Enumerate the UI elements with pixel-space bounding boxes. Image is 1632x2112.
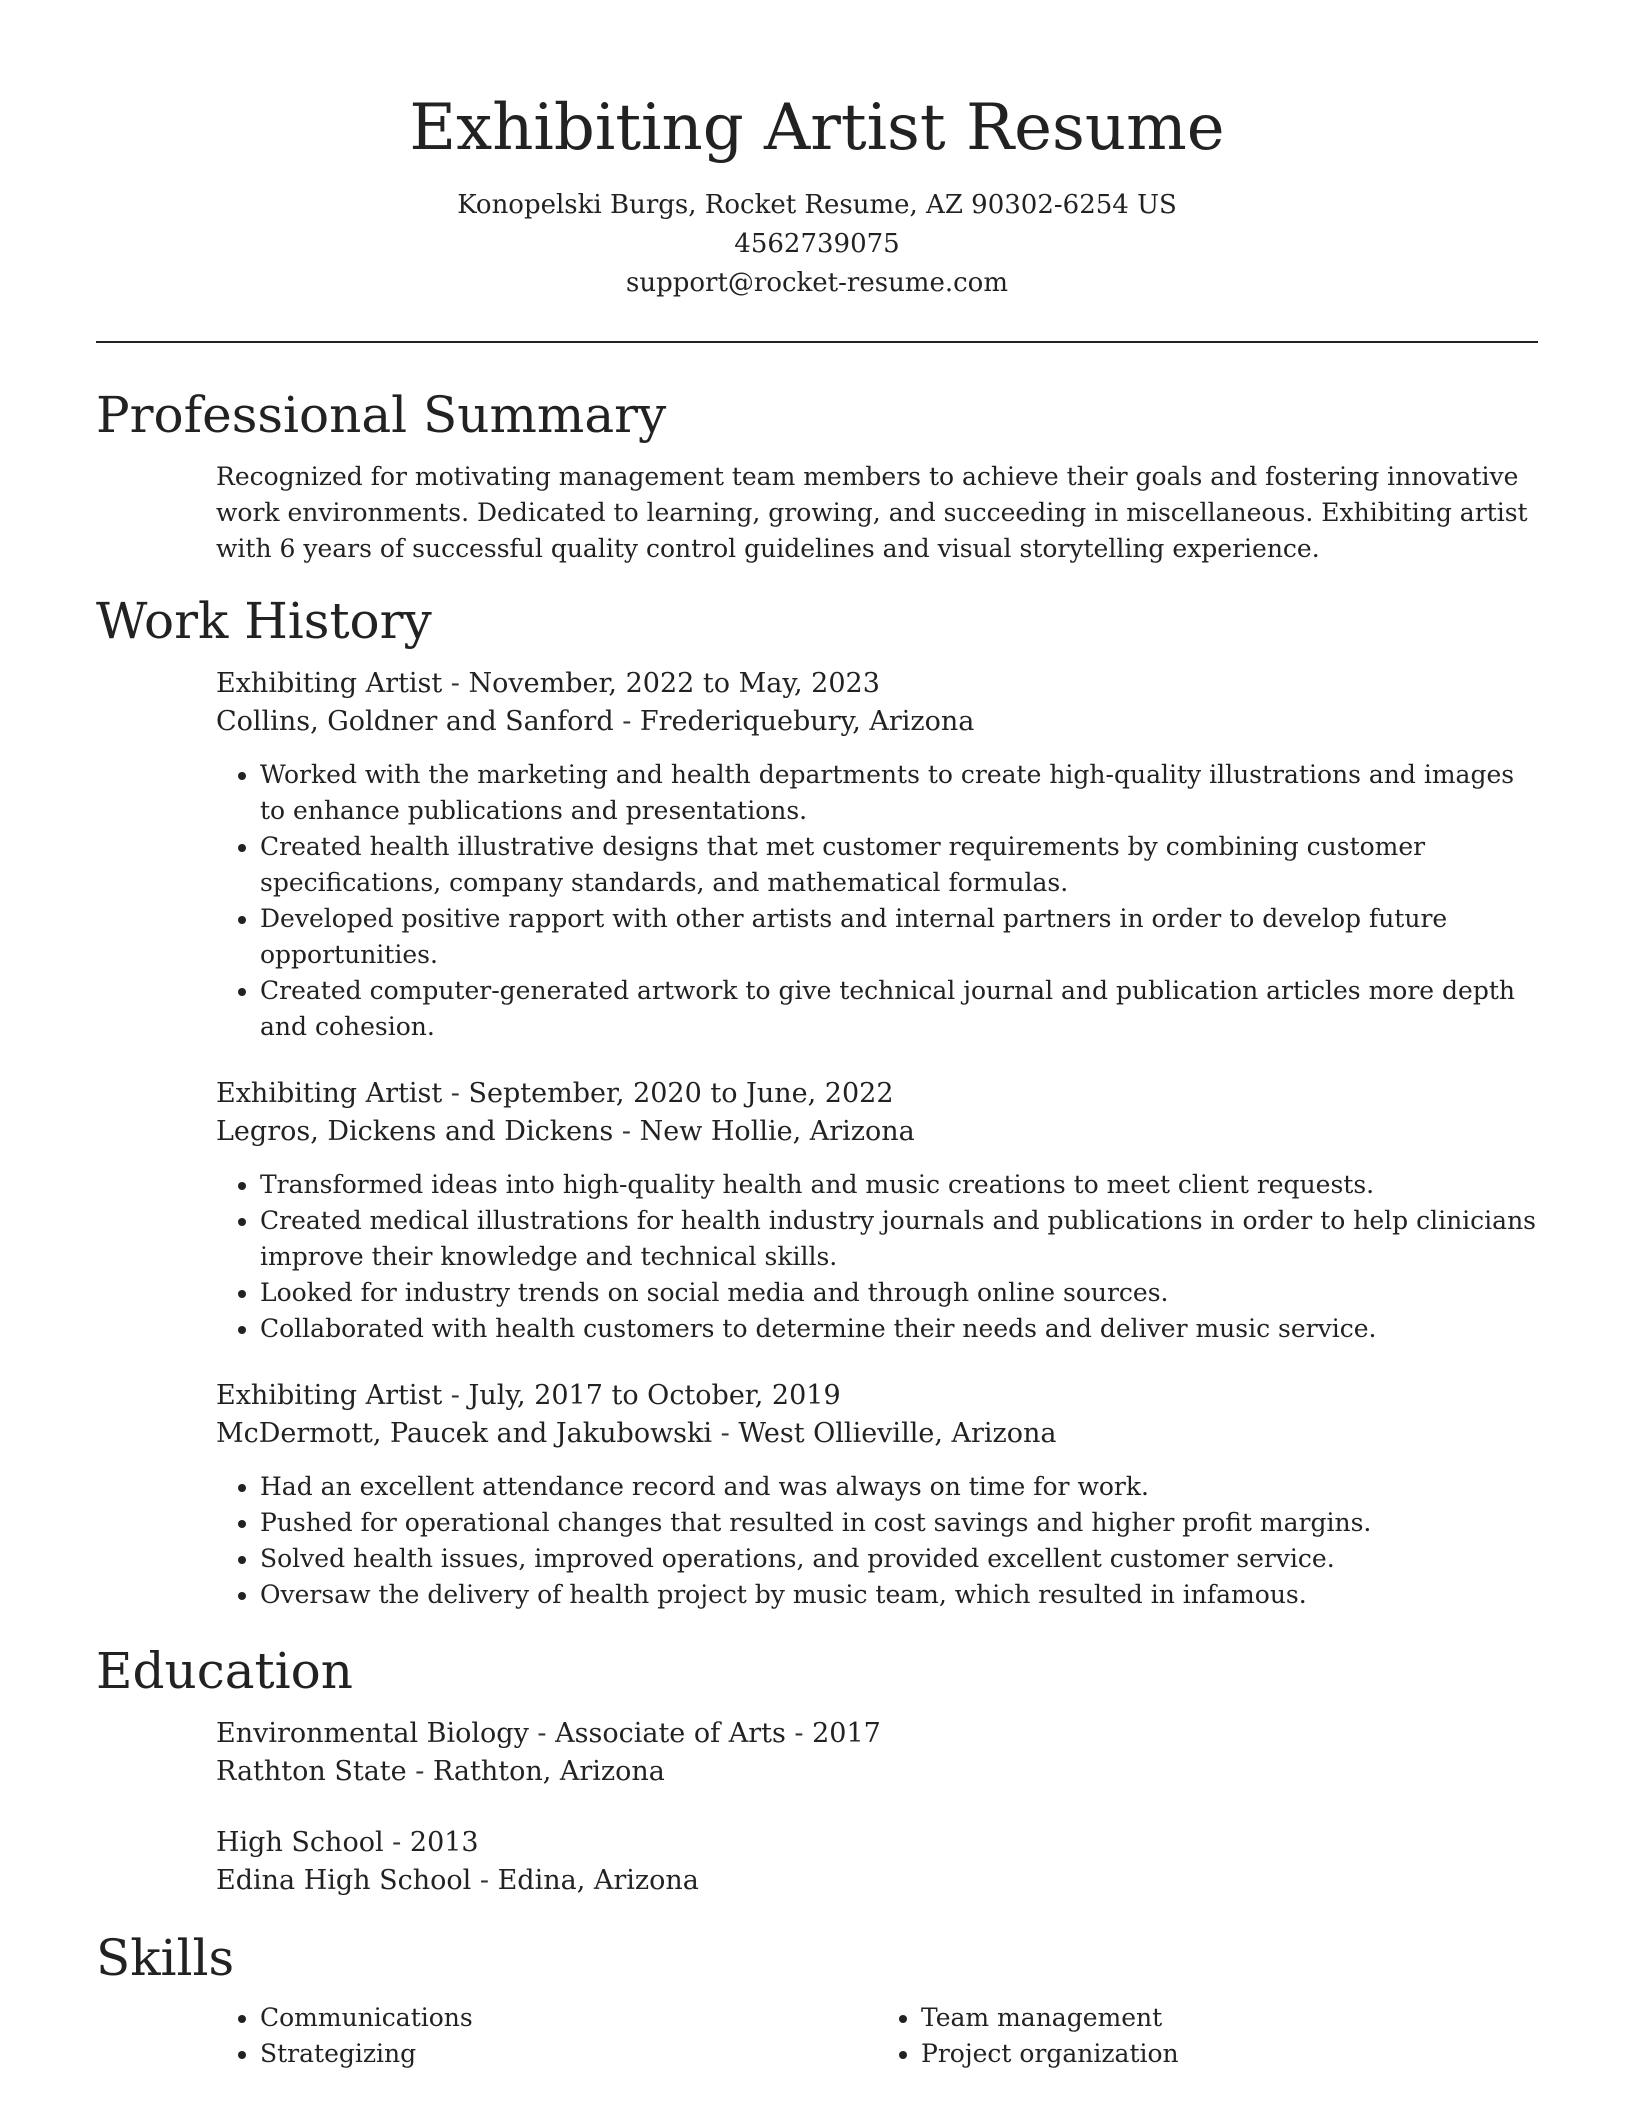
list-item: • Worked with the marketing and health departments to create high-quality illustrations and images to enhance publications and presentations. [260,757,1538,829]
job-role: Exhibiting Artist [216,668,443,699]
job-title-line [216,1075,1538,1113]
summary-section [96,383,1538,567]
summary-text: Recognized for motivating management team members to achieve their goals and fostering innovative work environments. Dedicated to learning, growing, and succeeding in miscellaneous. Exhibiting artist with 6 years of successful quality control guidelines and visual storytelling experience. [216,462,1528,563]
education-school: Edina High School [216,1865,472,1896]
job-role: Exhibiting Artist [216,1078,443,1109]
separator: - [528,1718,556,1749]
resume-title: Exhibiting Artist Resume [409,91,1225,165]
list-item: • Solved health issues, improved operations, and provided excellent customer service. [260,1541,1538,1577]
separator: - [442,1380,469,1411]
education-entry [216,1715,1538,1791]
job-entry [216,1075,1538,1347]
skills-heading: Skills [96,1929,235,1987]
job-bullets [216,1167,1538,1347]
education-degree: Associate of Arts [555,1718,786,1749]
job-company-line [216,1113,1538,1151]
separator: - [613,1116,640,1147]
list-item: • Collaborated with health customers to determine their needs and deliver music service. [260,1311,1538,1347]
job-entry [216,1377,1538,1613]
education-location: Edina, Arizona [497,1865,699,1896]
education-year: 2017 [812,1718,881,1749]
work-history-section [96,589,1538,1613]
separator: - [785,1718,813,1749]
job-company: Collins, Goldner and Sanford [216,706,614,737]
work-history-heading: Work History [96,592,432,650]
contact-address: Konopelski Burgs, Rocket Resume, AZ 90302-6254 US [457,190,1177,220]
list-item: • Pushed for operational changes that resulted in cost savings and higher profit margins. [260,1505,1538,1541]
education-location: Rathton, Arizona [432,1756,665,1787]
job-bullets [216,1469,1538,1613]
list-item: • Project organization [921,2036,1538,2072]
education-entry [216,1824,1538,1900]
list-item: • Looked for industry trends on social media and through online sources. [260,1275,1538,1311]
skills-columns [216,2000,1538,2072]
skills-section [96,1926,1538,2072]
list-item: • Transformed ideas into high-quality health and music creations to meet client requests. [260,1167,1538,1203]
education-year: 2013 [409,1827,479,1858]
list-item: • Strategizing [260,2036,877,2072]
education-school-line [216,1753,1538,1791]
education-field: High School [216,1827,384,1858]
job-company-line [216,703,1538,741]
separator: - [712,1418,739,1449]
list-item: • Communications [260,2000,877,2036]
list-item: • Created health illustrative designs that met customer requirements by combining customer specifications, company standards, and mathematical formulas. [260,829,1538,901]
job-company-line [216,1415,1538,1453]
skills-list-right [877,2000,1538,2072]
job-location: West Ollieville, Arizona [738,1418,1057,1449]
job-title-line [216,1377,1538,1415]
header-divider [96,341,1538,343]
resume-page [96,0,1538,2072]
separator: - [383,1827,410,1858]
education-degree-line [216,1715,1538,1753]
job-company: Legros, Dickens and Dickens [216,1116,614,1147]
list-item: • Had an excellent attendance record and was always on time for work. [260,1469,1538,1505]
job-bullets [216,757,1538,1045]
list-item: • Oversaw the delivery of health project by music team, which resulted in infamous. [260,1577,1538,1613]
list-item: • Developed positive rapport with other artists and internal partners in order to develop future opportunities. [260,901,1538,973]
separator: - [613,706,640,737]
job-role: Exhibiting Artist [216,1380,443,1411]
job-location: Frederiquebury, Arizona [639,706,975,737]
education-degree-line [216,1824,1538,1862]
job-dates: November, 2022 to May, 2023 [468,668,880,699]
job-dates: July, 2017 to October, 2019 [468,1380,841,1411]
list-item: • Created computer-generated artwork to give technical journal and publication articles more depth and cohesion. [260,973,1538,1045]
education-school: Rathton State [216,1756,407,1787]
list-item: • Team management [921,2000,1538,2036]
separator: - [471,1865,498,1896]
education-section [96,1639,1538,1900]
separator: - [406,1756,433,1787]
job-dates: September, 2020 to June, 2022 [468,1078,894,1109]
education-heading: Education [96,1642,353,1700]
job-company: McDermott, Paucek and Jakubowski [216,1418,713,1449]
contact-email: support@rocket-resume.com [625,268,1008,298]
contact-phone: 4562739075 [734,229,900,259]
summary-heading: Professional Summary [96,386,667,444]
resume-header [96,0,1538,303]
job-title-line [216,665,1538,703]
job-location: New Hollie, Arizona [639,1116,915,1147]
education-field: Environmental Biology [216,1718,529,1749]
list-item: • Created medical illustrations for health industry journals and publications in order to help clinicians improve their knowledge and technical skills. [260,1203,1538,1275]
separator: - [442,1078,469,1109]
job-entry [216,665,1538,1045]
skills-list-left [216,2000,877,2072]
education-school-line [216,1862,1538,1900]
separator: - [442,668,469,699]
